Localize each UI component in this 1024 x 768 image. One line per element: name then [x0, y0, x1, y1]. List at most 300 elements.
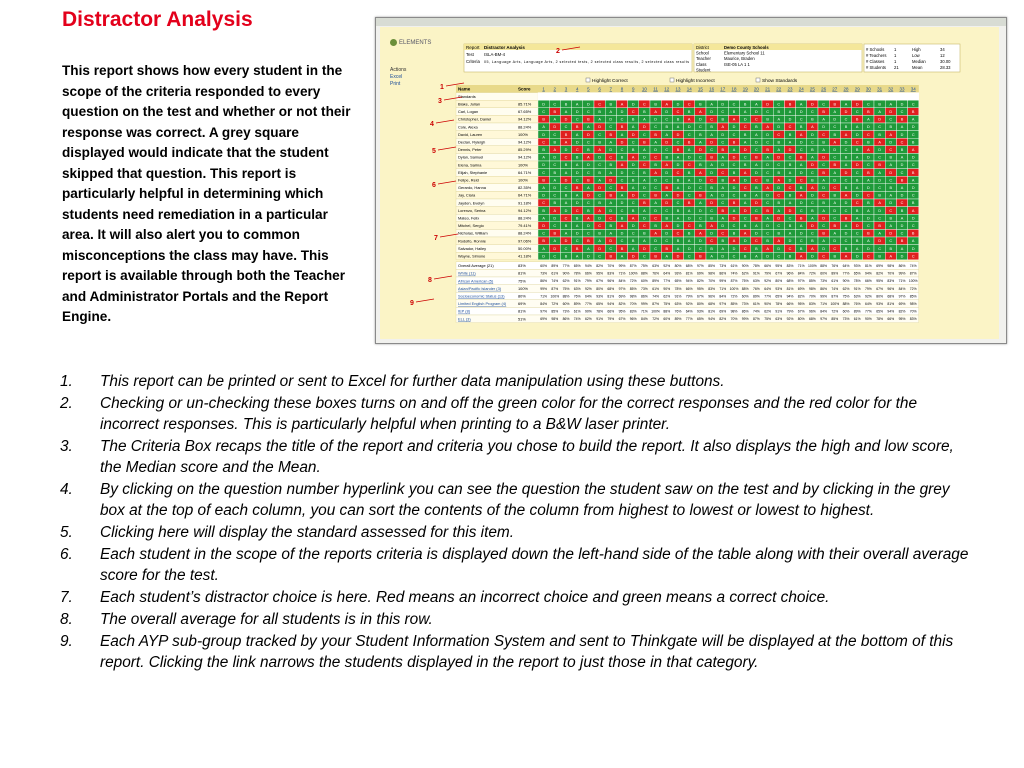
distractor-choice: B [799, 246, 803, 251]
question-number-link[interactable]: 20 [753, 86, 759, 92]
distractor-choice: D [643, 155, 646, 160]
distractor-choice: D [811, 193, 814, 198]
distractor-choice: B [721, 178, 725, 183]
distractor-choice: C [631, 170, 635, 175]
toggle-standards-checkbox[interactable] [756, 78, 760, 82]
distractor-choice: D [676, 163, 680, 168]
student-score: 91.18% [518, 200, 532, 206]
distractor-choice: A [811, 155, 814, 160]
info-value: Elementary School 11 [724, 50, 765, 56]
distractor-choice: D [665, 170, 669, 175]
student-name: Blake, Julian [458, 101, 481, 107]
distractor-choice: D [699, 208, 702, 213]
distractor-choice: C [878, 216, 881, 221]
student-score: 85.29% [518, 147, 532, 153]
question-number-link[interactable]: 10 [641, 86, 647, 92]
distractor-choice: C [755, 117, 758, 122]
student-name: Christopher, Daniel [458, 116, 492, 122]
distractor-grid [380, 27, 999, 339]
distractor-choice: B [587, 117, 590, 122]
distractor-choice: B [598, 110, 601, 114]
distractor-choice: D [620, 231, 624, 236]
student-name: Rodolfo, Ronnie [458, 238, 486, 244]
distractor-cell [908, 93, 919, 101]
distractor-choice: C [587, 201, 590, 206]
distractor-choice: D [609, 148, 613, 152]
distractor-choice: D [631, 163, 635, 168]
distractor-choice: A [799, 102, 803, 107]
distractor-choice: B [687, 231, 691, 236]
distractor-choice: B [553, 140, 557, 145]
distractor-choice: C [799, 148, 803, 152]
distractor-choice: B [822, 110, 825, 114]
distractor-choice: A [822, 208, 825, 213]
summary-cell: 100% [908, 279, 918, 284]
summary-cell: 69% [898, 302, 906, 306]
summary-cell: 79% [585, 279, 592, 284]
note-text: Clicking here will display the standard assessed for this item. [100, 524, 515, 541]
distractor-choice: B [833, 132, 837, 137]
question-number-link[interactable]: 4 [575, 86, 579, 92]
distractor-choice: B [799, 155, 803, 160]
distractor-choice: A [867, 117, 870, 122]
question-number-link[interactable]: 6 [598, 86, 601, 92]
distractor-choice: B [867, 140, 870, 145]
distractor-cell [661, 93, 672, 101]
report-panel [380, 27, 999, 339]
summary-name[interactable]: Socioeconomic Status (13) [458, 293, 505, 299]
distractor-choice: D [743, 117, 747, 122]
student-score: 64.71% [518, 192, 532, 198]
distractor-choice: A [844, 193, 848, 198]
student-name: Declan, Ryleigh [458, 139, 486, 145]
distractor-choice: B [878, 163, 881, 168]
distractor-choice: B [788, 254, 792, 259]
callout-number: 2 [556, 48, 560, 55]
distractor-choice: A [542, 125, 545, 130]
question-number-link[interactable]: 32 [888, 86, 894, 92]
summary-cell: 91% [753, 271, 760, 276]
distractor-choice: B [542, 148, 545, 152]
student-name: David, Lauren [458, 131, 483, 137]
distractor-choice: B [833, 224, 837, 228]
distractor-choice: A [687, 117, 691, 122]
distractor-choice: C [710, 208, 713, 213]
distractor-choice: A [855, 125, 859, 130]
distractor-choice: C [777, 224, 781, 228]
distractor-choice: C [911, 224, 915, 228]
question-number-link[interactable]: 23 [787, 86, 793, 92]
distractor-choice: B [631, 239, 635, 244]
note-text: By clicking on the question number hyperlink you can see the question the student saw on the test and by clicking in the grey box at the top of each column, you can sort the contents of the column from highest to lowest or lowest to highest. [100, 481, 950, 519]
distractor-choice: B [609, 224, 613, 228]
distractor-choice: B [710, 186, 713, 190]
summary-cell: 72% [551, 302, 559, 306]
question-number-link[interactable]: 24 [798, 86, 804, 92]
question-number-link[interactable]: 19 [742, 86, 748, 92]
distractor-choice: D [878, 208, 881, 213]
question-number-link[interactable]: 22 [776, 86, 782, 92]
student-score: 85.71% [518, 101, 532, 107]
distractor-choice: C [687, 102, 691, 107]
summary-cell: 60% [820, 271, 827, 276]
distractor-choice: B [788, 102, 792, 107]
question-number-link[interactable]: 28 [843, 86, 849, 92]
distractor-choice: A [643, 117, 646, 122]
summary-name[interactable]: ELL (3) [458, 316, 471, 322]
question-number-link[interactable]: 2 [553, 86, 557, 92]
distractor-choice: D [777, 246, 781, 251]
distractor-cell [885, 93, 896, 101]
summary-cell: 67% [797, 309, 805, 314]
summary-cell: 93% [674, 271, 682, 276]
distractor-choice: A [564, 170, 568, 175]
summary-cell: 64% [764, 286, 771, 291]
question-number-link[interactable]: 12 [664, 86, 670, 92]
distractor-choice: A [587, 246, 590, 251]
distractor-choice: D [710, 140, 713, 145]
distractor-choice: A [766, 186, 769, 190]
distractor-choice: A [811, 125, 814, 130]
distractor-choice: C [822, 163, 825, 168]
distractor-choice: B [654, 163, 657, 168]
distractor-choice: B [654, 193, 657, 198]
distractor-choice: C [710, 117, 713, 122]
distractor-choice: A [777, 117, 781, 122]
summary-name[interactable]: IEP (8) [458, 308, 471, 314]
summary-name[interactable]: Asian/Pacific Islander (3) [458, 285, 502, 291]
distractor-cell [784, 93, 795, 101]
summary-cell: 85% [708, 264, 715, 268]
summary-cell: 68% [708, 302, 715, 306]
summary-cell: 88% [562, 294, 570, 299]
summary-cell: 77% [562, 264, 570, 268]
distractor-choice: A [799, 132, 803, 137]
distractor-cell [572, 93, 583, 101]
distractor-choice: D [878, 148, 881, 152]
distractor-choice: A [564, 201, 568, 206]
summary-cell: 100% [830, 302, 840, 306]
distractor-choice: C [822, 193, 825, 198]
distractor-choice: B [900, 117, 904, 122]
question-number-link[interactable]: 31 [877, 86, 883, 92]
distractor-choice: A [721, 155, 725, 160]
summary-cell: 83% [786, 264, 794, 268]
distractor-choice: C [665, 148, 669, 152]
distractor-choice: A [777, 148, 781, 152]
summary-cell: 72% [831, 309, 839, 314]
distractor-choice: B [609, 163, 613, 168]
distractor-choice: D [889, 110, 893, 114]
distractor-choice: B [766, 117, 769, 122]
summary-cell: 64% [842, 264, 850, 268]
question-number-link[interactable]: 5 [587, 86, 590, 92]
summary-cell: 84% [618, 279, 626, 284]
distractor-choice: B [867, 170, 870, 175]
distractor-choice: C [654, 125, 657, 130]
question-number-link[interactable]: 30 [865, 86, 871, 92]
distractor-choice: D [732, 155, 736, 160]
student-name: Nicholas, William [458, 230, 488, 236]
distractor-choice: D [699, 148, 702, 152]
distractor-choice: B [654, 132, 657, 137]
distractor-choice: C [643, 163, 646, 168]
distractor-choice: C [867, 193, 870, 198]
distractor-choice: C [721, 110, 725, 114]
distractor-choice: A [777, 208, 781, 213]
question-number-link[interactable]: 7 [609, 86, 613, 92]
summary-cell: 78% [775, 302, 783, 306]
toggle-incorrect-checkbox[interactable] [670, 78, 674, 82]
distractor-choice: C [777, 193, 781, 198]
question-number-link[interactable]: 14 [686, 86, 692, 92]
stat-value: 1 [894, 59, 897, 64]
question-number-link[interactable]: 11 [653, 86, 658, 92]
distractor-choice: D [766, 132, 769, 137]
note-item [60, 371, 970, 392]
summary-cell: 91% [674, 294, 682, 299]
student-name: Carl, Logan [458, 109, 479, 115]
summary-cell: 90% [842, 279, 850, 284]
student-score: 100% [518, 162, 528, 168]
distractor-choice: A [699, 201, 702, 206]
distractor-choice: C [900, 170, 904, 175]
question-number-link[interactable]: 3 [564, 86, 568, 92]
distractor-choice: B [665, 125, 669, 130]
distractor-choice: A [699, 170, 702, 175]
callout-line [438, 181, 456, 184]
question-number-link[interactable]: 16 [709, 86, 715, 92]
summary-cell: 96% [887, 286, 895, 291]
distractor-choice: B [799, 186, 803, 190]
distractor-choice: C [643, 132, 646, 137]
summary-cell: 87% [551, 286, 559, 291]
summary-cell: 61% [831, 279, 839, 284]
summary-cell: 98% [909, 302, 917, 306]
distractor-choice: A [687, 148, 691, 152]
summary-cell: 92% [865, 294, 872, 299]
summary-cell: 87% [730, 279, 738, 284]
distractor-choice: C [676, 231, 680, 236]
summary-cell: 85% [629, 286, 637, 291]
distractor-cell [863, 93, 874, 101]
summary-cell: 100% [808, 264, 817, 268]
summary-cell: 94% [865, 271, 872, 276]
summary-cell: 91% [596, 317, 603, 322]
distractor-choice: A [911, 178, 915, 183]
distractor-choice: D [587, 224, 590, 228]
distractor-choice: A [654, 201, 657, 206]
note-number: 3. [60, 438, 73, 455]
distractor-choice: C [564, 125, 568, 130]
distractor-choice: A [564, 231, 568, 236]
distractor-choice: C [598, 163, 601, 168]
question-number-link[interactable]: 29 [854, 86, 860, 92]
distractor-choice: A [721, 186, 725, 190]
distractor-choice: A [822, 178, 825, 183]
summary-cell: 75% [764, 317, 771, 322]
distractor-choice: C [643, 102, 646, 107]
summary-cell: 73% [820, 279, 827, 284]
distractor-choice: C [620, 239, 624, 244]
distractor-choice: D [766, 193, 769, 198]
summary-cell: 70% [730, 317, 738, 322]
summary-name[interactable]: White (11) [458, 270, 476, 276]
distractor-choice: A [699, 140, 702, 145]
distractor-choice: D [620, 140, 624, 145]
summary-cell: 84% [540, 302, 547, 306]
summary-cell: 72% [909, 286, 917, 291]
summary-cell: 77% [585, 302, 592, 306]
question-number-link[interactable]: 34 [910, 86, 916, 92]
distractor-choice: B [811, 208, 814, 213]
distractor-cell [628, 93, 639, 101]
distractor-choice: C [844, 208, 848, 213]
note-number: 8. [60, 611, 73, 628]
question-number-link[interactable]: 1 [542, 86, 545, 92]
distractor-choice: B [631, 117, 635, 122]
summary-cell: 73% [741, 302, 749, 306]
question-number-link[interactable]: 33 [899, 86, 905, 92]
report-screenshot [375, 17, 1007, 344]
distractor-choice: C [721, 170, 725, 175]
distractor-choice: C [788, 186, 792, 190]
note-text: The overall average for all students is in this row. [100, 611, 433, 628]
student-score: 41.18% [518, 253, 532, 259]
distractor-choice: B [676, 117, 680, 122]
distractor-choice: A [587, 155, 590, 160]
distractor-choice: D [911, 246, 915, 251]
distractor-choice: C [721, 201, 725, 206]
summary-cell: 86% [719, 271, 727, 276]
summary-name[interactable]: African American (5) [458, 278, 494, 284]
stat-label: # Students [866, 65, 887, 70]
distractor-choice: A [665, 224, 669, 228]
distractor-choice: B [822, 170, 825, 175]
distractor-choice: B [777, 231, 781, 236]
distractor-choice: D [564, 239, 568, 244]
distractor-cell [740, 93, 751, 101]
distractor-choice: D [833, 239, 837, 244]
distractor-choice: B [788, 132, 792, 137]
distractor-cell [605, 93, 616, 101]
summary-name[interactable]: Limited English Program (4) [458, 301, 507, 307]
col-name-header: Name [458, 86, 471, 92]
distractor-choice: A [643, 148, 646, 152]
summary-cell: 82% [898, 309, 906, 314]
question-number-link[interactable]: 13 [675, 86, 681, 92]
distractor-choice: A [598, 239, 601, 244]
criteria-value: 05, Language Arts, Language Arts, 2 selected tests, 2 selected class results, 2 selected class results [484, 60, 689, 64]
question-number-link[interactable]: 25 [809, 86, 815, 92]
info-label: Teacher [696, 56, 711, 62]
distractor-choice: B [855, 239, 859, 244]
print-button[interactable]: Print [390, 81, 401, 87]
distractor-choice: D [811, 132, 814, 137]
note-item [60, 544, 970, 586]
question-number-link[interactable]: 15 [697, 86, 703, 92]
distractor-choice: B [811, 239, 814, 244]
summary-score: 51% [518, 316, 526, 322]
browser-bar [376, 18, 1006, 26]
distractor-choice: A [777, 239, 781, 244]
summary-cell: 74% [551, 279, 559, 284]
question-number-link[interactable]: 21 [765, 86, 771, 92]
distractor-choice: D [654, 148, 657, 152]
summary-cell: 88% [820, 264, 827, 268]
summary-cell: 61% [573, 309, 581, 314]
distractor-choice: D [900, 224, 904, 228]
distractor-choice: C [889, 178, 893, 183]
distractor-choice: D [687, 216, 691, 221]
distractor-choice: C [900, 140, 904, 145]
callout-number: 4 [430, 121, 434, 128]
summary-cell: 63% [674, 302, 682, 306]
distractor-choice: D [878, 178, 881, 183]
distractor-choice: A [878, 110, 881, 114]
question-number-link[interactable]: 9 [631, 86, 635, 92]
summary-cell: 84% [641, 317, 648, 322]
summary-cell: 62% [842, 286, 850, 291]
summary-cell: 96% [809, 309, 816, 314]
distractor-choice: D [631, 254, 635, 259]
question-number-link[interactable]: 27 [832, 86, 838, 92]
question-number-link[interactable]: 18 [731, 86, 737, 92]
callout-line [440, 234, 458, 237]
distractor-choice: A [643, 178, 646, 183]
note-item [60, 522, 970, 543]
distractor-choice: B [867, 110, 870, 114]
toggle-correct-checkbox[interactable] [586, 78, 590, 82]
summary-cell: 79% [865, 286, 872, 291]
distractor-choice: D [900, 132, 904, 137]
distractor-choice: A [620, 224, 624, 228]
student-name: Mateo, Felix [458, 215, 480, 221]
distractor-choice: A [799, 254, 803, 259]
question-number-link[interactable]: 17 [720, 86, 726, 92]
callout-number: 3 [438, 98, 442, 105]
distractor-cell [583, 93, 594, 101]
summary-cell: 97% [820, 317, 827, 322]
distractor-choice: D [889, 170, 893, 175]
notes-list [60, 371, 970, 674]
question-number-link[interactable]: 26 [821, 86, 827, 92]
distractor-choice: C [732, 132, 736, 137]
stat-value: 21 [894, 65, 899, 70]
distractor-choice: D [867, 246, 870, 251]
distractor-choice: B [878, 193, 881, 198]
distractor-choice: C [609, 125, 613, 130]
summary-cell: 95% [797, 302, 805, 306]
distractor-choice: B [889, 125, 893, 130]
summary-cell: 99% [719, 279, 727, 284]
summary-cell: 83% [629, 309, 637, 314]
distractor-choice: D [889, 140, 893, 145]
student-name: Cole, Alexa [458, 124, 478, 130]
summary-cell: 100% [651, 309, 660, 314]
distractor-choice: C [732, 102, 736, 107]
info-label: Class [696, 61, 707, 67]
question-number-link[interactable]: 8 [620, 86, 624, 92]
distractor-choice: D [788, 208, 792, 213]
distractor-choice: A [811, 186, 814, 190]
distractor-choice: D [855, 254, 859, 259]
note-item [60, 631, 970, 673]
excel-button[interactable]: Excel [390, 74, 403, 80]
distractor-choice: A [811, 216, 814, 221]
summary-cell: 71% [797, 264, 805, 268]
distractor-choice: D [732, 216, 736, 221]
